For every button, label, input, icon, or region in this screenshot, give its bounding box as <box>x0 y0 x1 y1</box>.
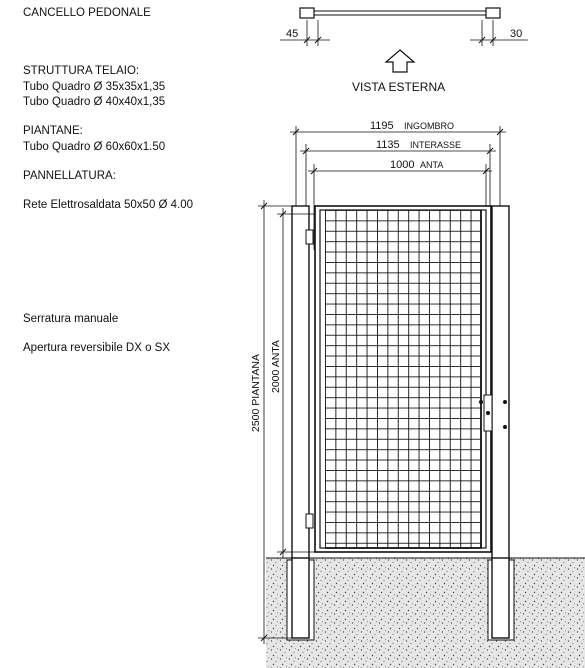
posts-heading: PIANTANE: <box>23 125 83 137</box>
dim-leaf-height: 2000 ANTA <box>270 340 282 393</box>
dim-overall-label: INGOMBRO <box>404 121 455 131</box>
panel-spec: Rete Elettrosaldata 50x50 Ø 4.00 <box>23 199 194 211</box>
lock-note: Serratura manuale <box>23 313 119 325</box>
dim-leaf-value: 1000 <box>390 159 415 171</box>
dim-overall-value: 1195 <box>370 120 394 132</box>
welded-mesh <box>325 210 481 548</box>
frame-spec-1: Tubo Quadro Ø 35x35x1,35 <box>23 81 166 93</box>
posts-spec: Tubo Quadro Ø 60x60x1.50 <box>23 141 166 153</box>
frame-heading: STRUTTURA TELAIO: <box>23 65 140 77</box>
dim-post-height: 2500 PIANTANA <box>250 353 262 432</box>
top-view <box>280 8 528 94</box>
hinge-top <box>306 230 313 244</box>
top-dim-left: 45 <box>286 28 299 40</box>
drawing-title: CANCELLO PEDONALE <box>23 7 151 19</box>
panel-heading: PANNELLATURA: <box>23 170 116 182</box>
frame-spec-2: Tubo Quadro Ø 40x40x1,35 <box>23 96 166 108</box>
view-label: VISTA ESTERNA <box>352 80 446 94</box>
gate-leaf <box>306 206 507 552</box>
top-view-right-post <box>486 8 500 18</box>
dim-leaf-label: ANTA <box>420 160 444 170</box>
top-view-left-post <box>300 8 314 18</box>
view-arrow-icon <box>386 50 414 72</box>
dim-centers-value: 1135 <box>376 139 400 151</box>
dim-centers-label: INTERASSE <box>410 140 462 150</box>
hinge-bottom <box>306 514 313 528</box>
keyhole-icon <box>486 411 490 415</box>
top-dim-right: 30 <box>510 28 523 40</box>
opening-note: Apertura reversibile DX o SX <box>23 342 171 354</box>
